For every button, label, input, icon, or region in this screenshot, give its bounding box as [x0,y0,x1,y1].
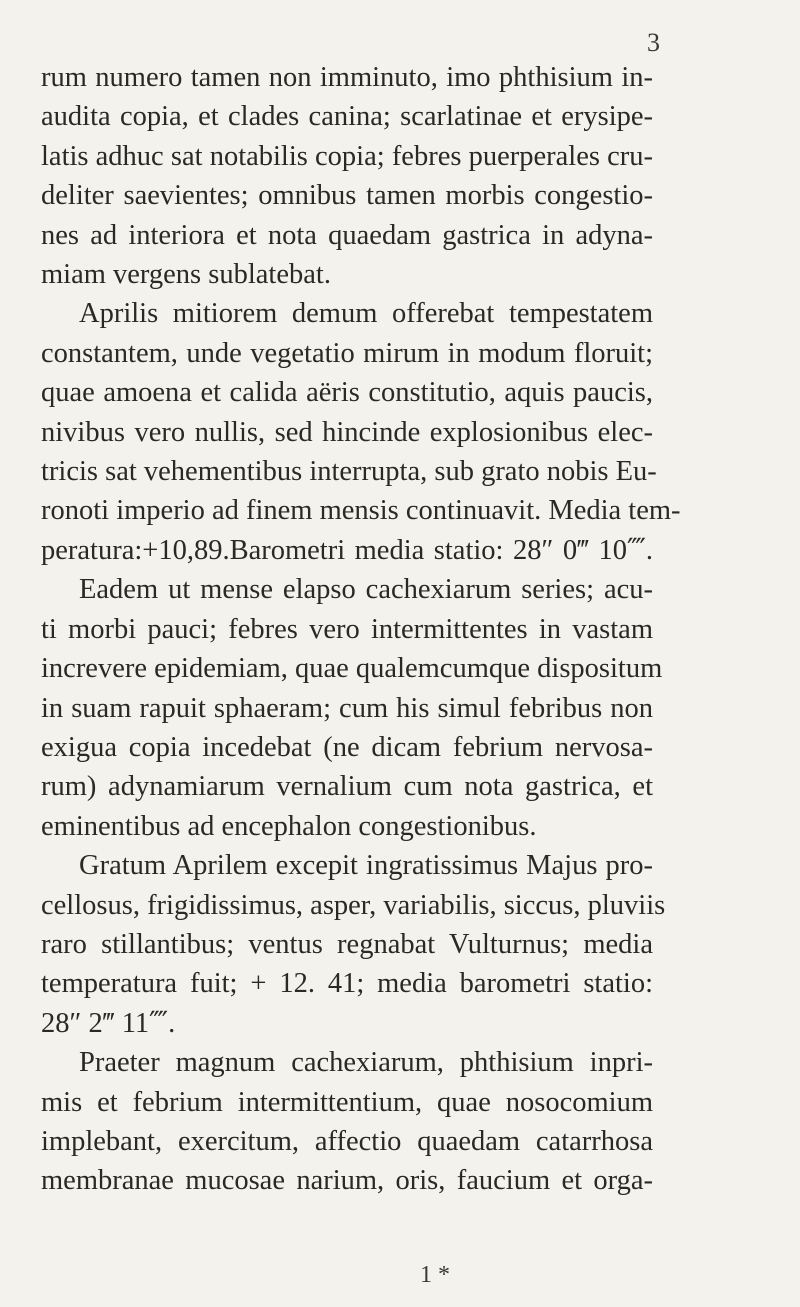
text-line: nivibus vero nullis, sed hincinde explosionibus elec- [41,416,653,448]
text-line: in suam rapuit sphaeram; cum his simul febribus non [41,692,653,724]
paragraph-start-line: Aprilis mitiorem demum offerebat tempestatem [79,298,653,330]
text-line: eminentibus ad encephalon congestionibus. [41,810,537,842]
text-line: membranae mucosae narium, oris, faucium et orga- [41,1165,653,1197]
paragraph-start-line: Gratum Aprilem excepit ingratissimus Majus pro- [79,850,653,882]
text-line: rum numero tamen non imminuto, imo phthisium in- [41,62,653,93]
text-line: latis adhuc sat notabilis copia; febres puerperales cru- [41,140,653,172]
text-line: miam vergens sublatebat. [41,259,331,291]
text-line: implebant, exercitum, affectio quaedam catarrhosa [41,1125,653,1157]
text-line: mis et febrium intermittentium, quae nosocomium [41,1086,653,1118]
text-line: ti morbi pauci; febres vero intermittentes in vastam [41,613,653,645]
text-line: peratura:+10,89.Barometri media statio: 28″ 0‴ 10⁗. [41,534,653,566]
text-line: ronoti imperio ad finem mensis continuavit. Media tem- [41,495,681,527]
paragraph-start-line: Praeter magnum cachexiarum, phthisium inpri- [79,1047,653,1079]
text-line: constantem, unde vegetatio mirum in modum floruit; [41,337,653,369]
text-line: cellosus, frigidissimus, asper, variabilis, siccus, pluviis [41,889,666,921]
text-line: deliter saevientes; omnibus tamen morbis congestio- [41,180,653,212]
text-line: audita copia, et clades canina; scarlatinae et erysipe- [41,101,653,133]
signature-mark: 1 * [420,1262,450,1288]
text-line: nes ad interiora et nota quaedam gastrica in adyna- [41,219,653,251]
page-number: 3 [647,28,660,57]
text-line: temperatura fuit; + 12. 41; media barometri statio: [41,968,653,1000]
text-line: tricis sat vehementibus interrupta, sub grato nobis Eu- [41,456,657,488]
text-line: increvere epidemiam, quae qualemcumque dispositum [41,653,663,685]
body-text [41,58,681,1201]
text-line: exigua copia incedebat (ne dicam febrium nervosa- [41,731,653,763]
text-line: 28″ 2‴ 11⁗. [41,1007,176,1039]
text-line: rum) adynamiarum vernalium cum nota gastrica, et [41,771,653,803]
paragraph-start-line: Eadem ut mense elapso cachexiarum series; acu- [79,574,653,606]
text-line: quae amoena et calida aëris constitutio, aquis paucis, [41,377,653,409]
text-line: raro stillantibus; ventus regnabat Vulturnus; media [41,928,653,960]
